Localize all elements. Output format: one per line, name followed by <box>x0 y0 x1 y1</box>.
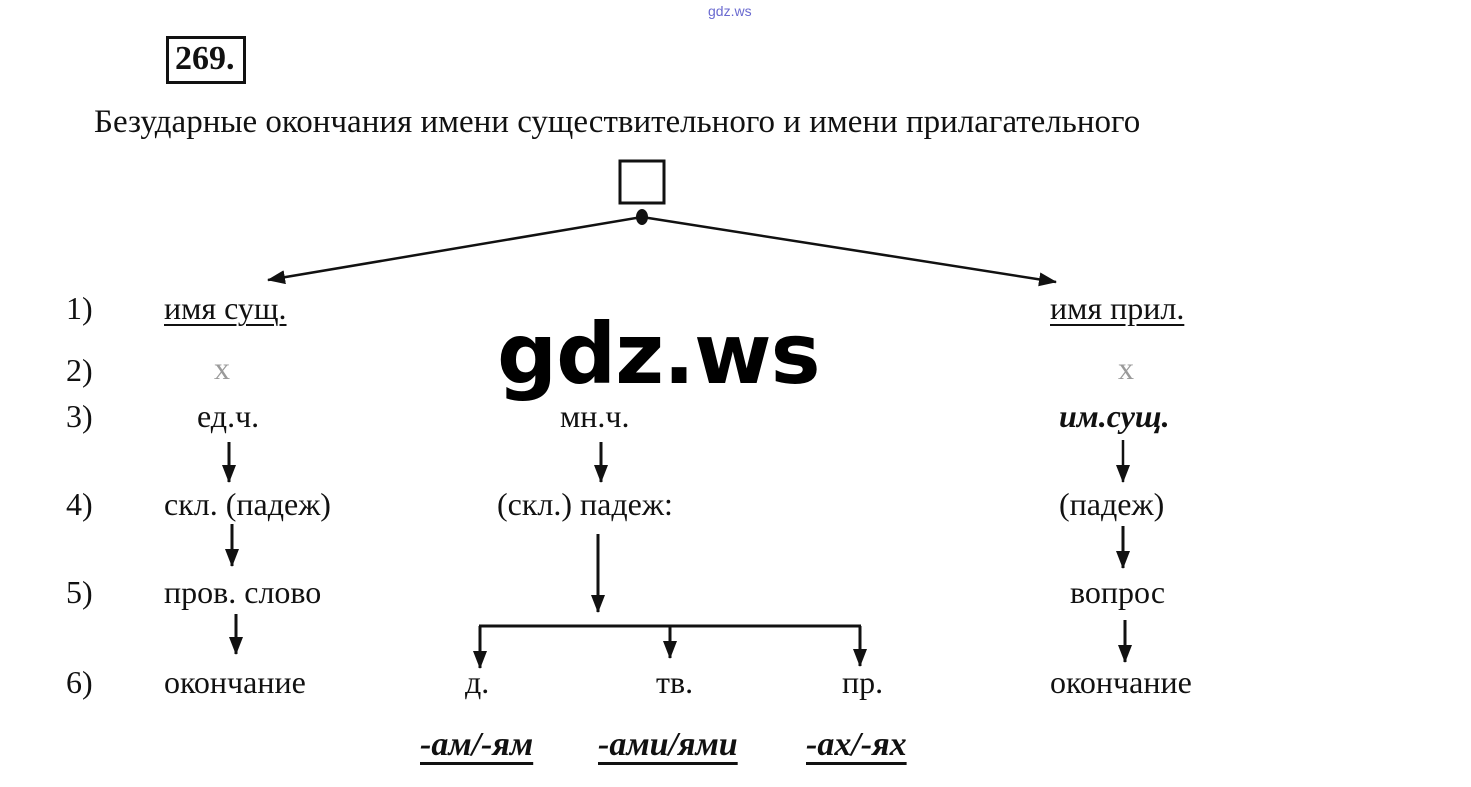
noun-step6: окончание <box>164 664 306 700</box>
watermark-small: gdz.ws <box>708 3 752 19</box>
ending-dative: -ам/-ям <box>420 726 534 763</box>
watermark-large: gdz.ws <box>497 305 820 403</box>
case-instrumental: тв. <box>656 664 694 700</box>
row-number-6: 6) <box>66 664 93 700</box>
row-number-4: 4) <box>66 486 93 522</box>
row-number-5: 5) <box>66 574 93 610</box>
case-prepositional: пр. <box>842 664 884 700</box>
adjective-step3: им.сущ. <box>1059 398 1170 434</box>
plural-step3: мн.ч. <box>560 398 630 434</box>
root-square <box>620 161 664 203</box>
noun-step5: пров. слово <box>164 574 322 610</box>
ending-prepositional: -ах/-ях <box>806 726 907 763</box>
noun-header: имя сущ. <box>164 290 287 326</box>
case-dative: д. <box>465 664 490 700</box>
adjective-header: имя прил. <box>1050 290 1185 326</box>
adjective-step4: (падеж) <box>1059 486 1165 522</box>
row-number-1: 1) <box>66 290 93 326</box>
ending-instrumental: -ами/ями <box>598 726 738 763</box>
branch-to-adjective <box>642 217 1056 282</box>
plural-step4: (скл.) падеж: <box>497 486 673 522</box>
task-number: 269. <box>166 36 246 84</box>
adjective-step5: вопрос <box>1070 574 1166 610</box>
adjective-step6: окончание <box>1050 664 1192 700</box>
row-number-2: 2) <box>66 352 93 388</box>
noun-step3: ед.ч. <box>197 398 260 434</box>
adjective-step2-mark: х <box>1118 350 1134 386</box>
noun-step4: скл. (падеж) <box>164 486 331 522</box>
branch-to-noun <box>268 217 642 280</box>
row-number-3: 3) <box>66 398 93 434</box>
diagram-title: Безударные окончания имени существительного и имени прилагательного <box>94 104 1141 140</box>
noun-step2-mark: х <box>214 350 230 386</box>
